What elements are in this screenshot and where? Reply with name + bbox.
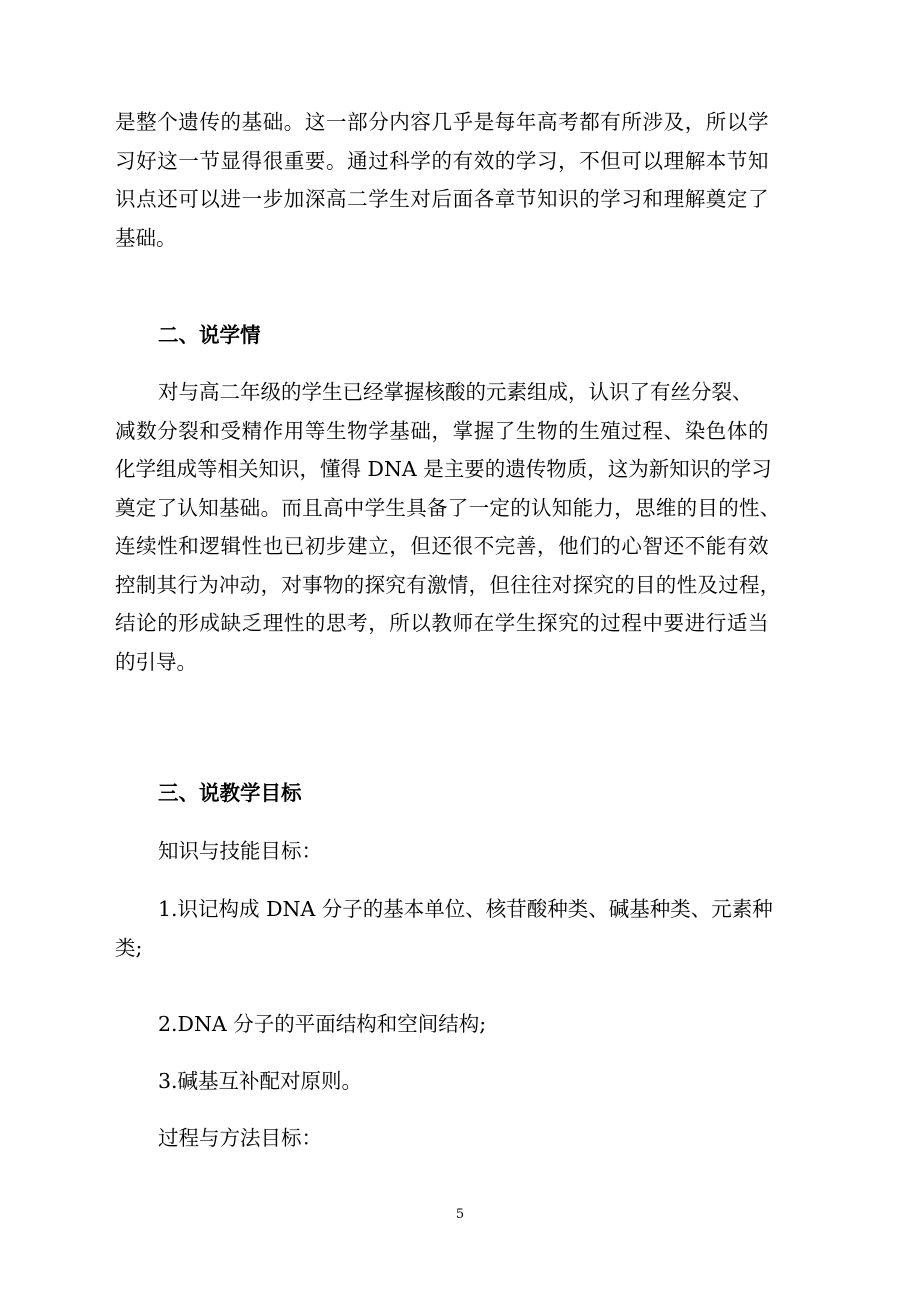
- subheading-knowledge-skills: 知识与技能目标：: [158, 839, 322, 863]
- paragraph-2-line-3: 化学组成等相关知识，懂得 DNA 是主要的遗传物质，这为新知识的学习: [115, 457, 772, 481]
- objective-item-3: 3.碱基互补配对原则。: [158, 1069, 363, 1093]
- paragraph-2-line-6: 控制其行为冲动，对事物的探究有激情，但往往对探究的目的性及过程，: [115, 572, 781, 597]
- objective-item-1-line-2: 类;: [115, 935, 143, 960]
- paragraph-1-line-3: 识点还可以进一步加深高二学生对后面各章节知识的学习和理解奠定了: [115, 187, 770, 211]
- paragraph-1-line-2: 习好这一节显得很重要。通过科学的有效的学习，不但可以理解本节知: [115, 148, 770, 173]
- objective-item-2: 2.DNA 分子的平面结构和空间结构;: [158, 1012, 487, 1036]
- page-number: 5: [455, 1207, 465, 1222]
- paragraph-1-line-1: 是整个遗传的基础。这一部分内容几乎是每年高考都有所涉及，所以学: [115, 110, 770, 134]
- section-heading-learning-situation: 二、说学情: [158, 323, 261, 347]
- section-heading-teaching-objectives: 三、说教学目标: [158, 781, 302, 805]
- paragraph-1-line-4: 基础。: [115, 225, 177, 250]
- paragraph-1: [115, 103, 805, 257]
- objective-item-1-line-1: 1.识记构成 DNA 分子的基本单位、核苷酸种类、碱基种类、元素种: [158, 897, 773, 921]
- paragraph-2-line-1: 对与高二年级的学生已经掌握核酸的元素组成，认识了有丝分裂、: [158, 380, 753, 404]
- paragraph-2: [115, 373, 805, 681]
- paragraph-2-line-5: 连续性和逻辑性也已初步建立，但还很不完善，他们的心智还不能有效: [115, 534, 770, 558]
- subheading-process-methods: 过程与方法目标：: [158, 1126, 322, 1150]
- paragraph-2-line-7: 结论的形成缺乏理性的思考，所以教师在学生探究的过程中要进行适当: [115, 611, 770, 635]
- objective-item-1: [115, 890, 805, 967]
- paragraph-2-line-8: 的引导。: [115, 649, 197, 674]
- paragraph-2-line-2: 减数分裂和受精作用等生物学基础，掌握了生物的生殖过程、染色体的: [115, 418, 770, 443]
- paragraph-2-line-4: 奠定了认知基础。而且高中学生具备了一定的认知能力，思维的目的性、: [115, 495, 781, 520]
